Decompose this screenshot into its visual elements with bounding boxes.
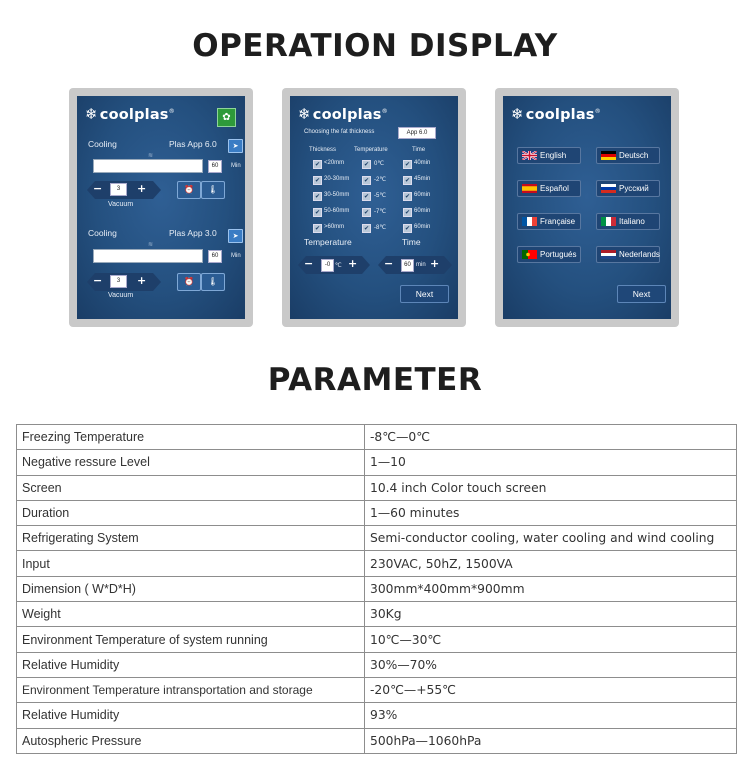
time-header: Time (412, 147, 426, 153)
param-value: 1—10 (365, 450, 737, 475)
param-label: Environment Temperature intransportation and storage (17, 677, 365, 702)
time-unit: min (416, 262, 426, 268)
vacuum-plus-button[interactable]: + (137, 274, 147, 287)
lang-label: Portugués (540, 250, 577, 259)
progress-bar (93, 159, 203, 173)
time-check[interactable]: ✔ (404, 193, 411, 200)
parameter-table (16, 424, 737, 754)
coolplas-logo: ❄ coolplas® (511, 105, 601, 123)
param-value: 230VAC, 50hZ, 1500VA (365, 551, 737, 576)
thickness-value: <20mm (324, 160, 345, 166)
temperature-header: Temperature (354, 147, 388, 153)
table-row (17, 728, 737, 753)
temp-plus-button[interactable]: + (348, 257, 358, 270)
ru-flag-icon (601, 184, 616, 193)
parameter-heading: PARAMETER (267, 362, 483, 398)
lang-label: Русский (619, 184, 649, 193)
table-row (17, 425, 737, 450)
time-value: 60min (414, 224, 431, 230)
time-minus-button[interactable]: − (384, 257, 394, 270)
thickness-check[interactable]: ✔ (314, 177, 321, 184)
lang-italian-button[interactable] (596, 213, 660, 230)
param-value: 500hPa—1060hPa (365, 728, 737, 753)
param-label: Environment Temperature of system running (17, 627, 365, 652)
thickness-screen (290, 96, 458, 319)
screenshot-panel-1 (69, 88, 253, 327)
app-value[interactable]: App 6.0 (398, 127, 436, 139)
table-row (17, 627, 737, 652)
param-value: 10.4 inch Color touch screen (365, 475, 737, 500)
thickness-header: Thickness (309, 147, 337, 153)
param-value: 10℃—30℃ (365, 627, 737, 652)
vacuum-label: Vacuum (108, 201, 134, 208)
lang-label: Italiano (619, 217, 645, 226)
param-label: Screen (17, 475, 365, 500)
wave-icon: ≋ (148, 153, 154, 159)
time-value: 45min (414, 176, 431, 182)
temp-value: -2℃ (374, 177, 387, 183)
param-value: 93% (365, 703, 737, 728)
time-value: 60min (414, 192, 431, 198)
alarm-clock-icon[interactable]: ⏰ (177, 181, 201, 199)
thickness-check[interactable]: ✔ (314, 225, 321, 232)
fr-flag-icon (522, 217, 537, 226)
lang-label: Française (540, 217, 576, 226)
min-unit: Min (231, 253, 241, 259)
next-button[interactable]: Next (617, 285, 666, 303)
lang-espanol-button[interactable] (517, 180, 581, 197)
screenshot-panel-3 (495, 88, 679, 327)
thickness-value: 20-30mm (324, 176, 350, 182)
table-row (17, 576, 737, 601)
temp-value: 0℃ (374, 161, 385, 167)
time-check[interactable]: ✔ (404, 209, 411, 216)
temp-check[interactable]: ✔ (363, 193, 370, 200)
plas-app-label: Plas App 6.0 (169, 139, 217, 149)
vacuum-level[interactable]: 3 (110, 183, 127, 196)
temp-check[interactable]: ✔ (363, 177, 370, 184)
cooling-label: Cooling (88, 228, 117, 238)
table-row (17, 526, 737, 551)
temp-check[interactable]: ✔ (363, 209, 370, 216)
fat-thickness-prompt: Choosing the fat thickness (304, 129, 375, 135)
temp-unit: ℃ (335, 263, 342, 269)
temp-value-box[interactable]: -0 (321, 259, 334, 272)
thickness-value: 30-50mm (324, 192, 350, 198)
lang-english-button[interactable] (517, 147, 581, 164)
param-value: 300mm*400mm*900mm (365, 576, 737, 601)
time-value: 40min (414, 160, 431, 166)
time-label: Time (402, 237, 421, 247)
minutes-value[interactable]: 60 (208, 250, 222, 263)
vacuum-minus-button[interactable]: − (93, 274, 103, 287)
minutes-value[interactable]: 60 (208, 160, 222, 173)
temp-minus-button[interactable]: − (304, 257, 314, 270)
lang-portuguese-button[interactable] (517, 246, 581, 263)
lang-russian-button[interactable] (596, 180, 660, 197)
thickness-check[interactable]: ✔ (314, 193, 321, 200)
param-value: -8℃—0℃ (365, 425, 737, 450)
param-label: Negative ressure Level (17, 450, 365, 475)
time-check[interactable]: ✔ (404, 225, 411, 232)
vacuum-label: Vacuum (108, 292, 134, 299)
temp-value: -7℃ (374, 209, 387, 215)
time-check[interactable]: ✔ (404, 161, 411, 168)
coolplas-logo: ❄ coolplas® (85, 105, 175, 123)
thickness-check[interactable]: ✔ (314, 161, 321, 168)
lang-dutch-button[interactable] (596, 246, 660, 263)
nl-flag-icon (601, 250, 616, 259)
cooling-label: Cooling (88, 139, 117, 149)
param-label: Relative Humidity (17, 652, 365, 677)
param-label: Input (17, 551, 365, 576)
param-label: Autospheric Pressure (17, 728, 365, 753)
es-flag-icon (522, 184, 537, 193)
thickness-check[interactable]: ✔ (314, 209, 321, 216)
it-flag-icon (601, 217, 616, 226)
table-row (17, 652, 737, 677)
lang-label: Nederlands (619, 250, 660, 259)
table-row (17, 551, 737, 576)
temp-value: -8℃ (374, 225, 387, 231)
operation-display-heading: OPERATION DISPLAY (192, 28, 558, 64)
param-label: Refrigerating System (17, 526, 365, 551)
vacuum-minus-button[interactable]: − (93, 182, 103, 195)
snowflake-icon: ❄ (85, 105, 98, 123)
table-row (17, 500, 737, 525)
start-button[interactable]: ➤ (228, 229, 243, 243)
lang-label: Español (540, 184, 569, 193)
thickness-value: >60mm (324, 224, 345, 230)
param-label: Freezing Temperature (17, 425, 365, 450)
settings-gear-icon[interactable]: ✿ (217, 108, 236, 127)
start-button[interactable]: ➤ (228, 139, 243, 153)
thermometer-icon[interactable]: 🌡 (201, 273, 225, 291)
param-value: 1—60 minutes (365, 500, 737, 525)
lang-deutsch-button[interactable] (596, 147, 660, 164)
alarm-clock-icon[interactable]: ⏰ (177, 273, 201, 291)
param-label: Relative Humidity (17, 703, 365, 728)
de-flag-icon (601, 151, 616, 160)
control-screen (77, 96, 245, 319)
param-value: -20℃—+55℃ (365, 677, 737, 702)
language-screen (503, 96, 671, 319)
temperature-label: Temperature (304, 237, 352, 247)
time-plus-button[interactable]: + (430, 257, 440, 270)
lang-label: English (540, 151, 567, 160)
temp-check[interactable]: ✔ (363, 161, 370, 168)
time-value-box[interactable]: 60 (401, 259, 414, 272)
next-button[interactable]: Next (400, 285, 449, 303)
min-unit: Min (231, 163, 241, 169)
param-value: Semi-conductor cooling, water cooling and wind cooling (365, 526, 737, 551)
thickness-value: 50-60mm (324, 208, 350, 214)
time-check[interactable]: ✔ (404, 177, 411, 184)
coolplas-logo: ❄ coolplas® (298, 105, 388, 123)
time-value: 60min (414, 208, 431, 214)
vacuum-level[interactable]: 3 (110, 275, 127, 288)
param-value: 30Kg (365, 602, 737, 627)
lang-label: Deutsch (619, 151, 649, 160)
table-row (17, 450, 737, 475)
uk-flag-icon (522, 151, 537, 160)
temp-value: -5℃ (374, 193, 387, 199)
param-value: 30%—70% (365, 652, 737, 677)
pt-flag-icon (522, 250, 537, 259)
snowflake-icon: ❄ (511, 105, 524, 123)
wave-icon: ≋ (148, 242, 154, 248)
snowflake-icon: ❄ (298, 105, 311, 123)
param-label: Duration (17, 500, 365, 525)
temp-check[interactable]: ✔ (363, 225, 370, 232)
table-row (17, 703, 737, 728)
table-row (17, 602, 737, 627)
param-label: Dimension ( W*D*H) (17, 576, 365, 601)
plas-app-label: Plas App 3.0 (169, 228, 217, 238)
table-row (17, 677, 737, 702)
table-row (17, 475, 737, 500)
progress-bar (93, 249, 203, 263)
vacuum-plus-button[interactable]: + (137, 182, 147, 195)
param-label: Weight (17, 602, 365, 627)
screenshot-panel-2 (282, 88, 466, 327)
thermometer-icon[interactable]: 🌡 (201, 181, 225, 199)
lang-french-button[interactable] (517, 213, 581, 230)
